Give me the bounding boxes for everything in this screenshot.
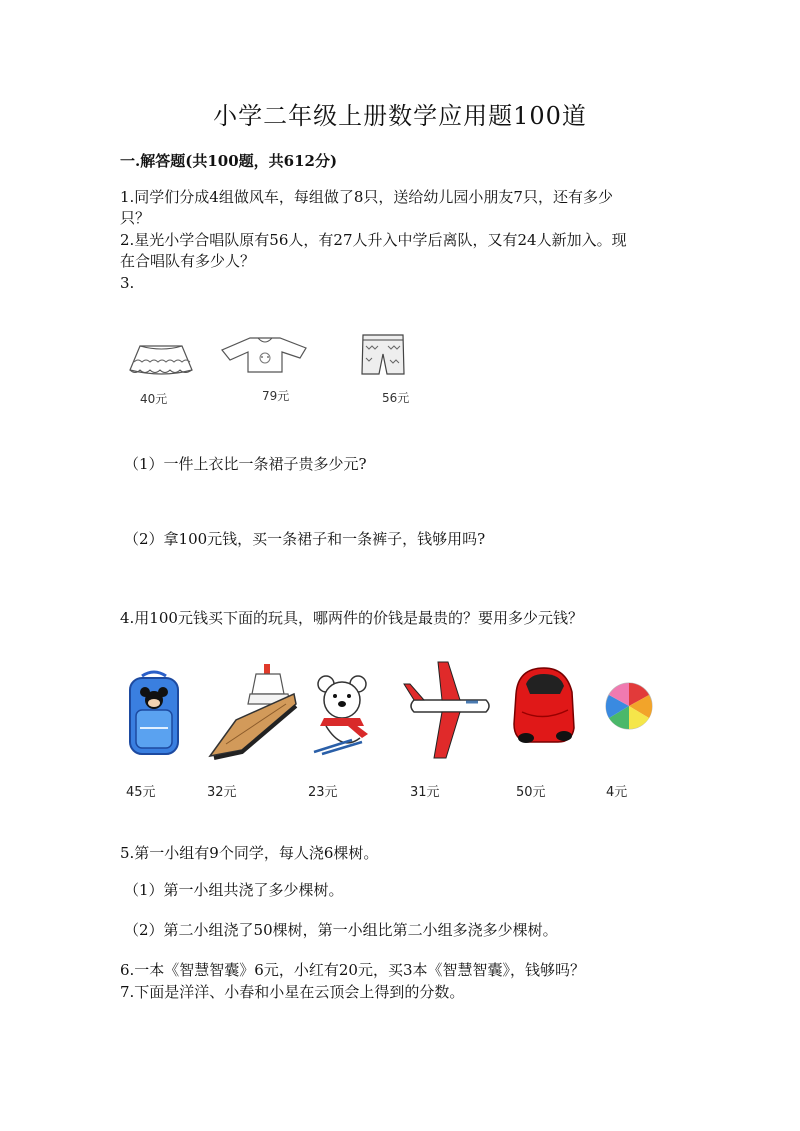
skirt-icon [126, 336, 198, 380]
bear-icon [312, 672, 374, 756]
question-2-line-2: 在合唱队有多少人？ [120, 252, 256, 270]
shirt-icon [220, 334, 310, 374]
question-2-line-1: 2.星光小学合唱队原有56人，有27人升入中学后离队，又有24人新加入。现 [120, 231, 627, 249]
car-icon [508, 664, 578, 746]
page-title: 小学二年级上册数学应用题100道 [213, 102, 587, 130]
section-heading: 一.解答题(共100题，共612分) [120, 152, 338, 170]
car-price: 50元 [516, 785, 546, 800]
question-1-line-2: 只？ [120, 209, 151, 227]
backpack-icon [124, 670, 184, 758]
ship-price: 32元 [207, 785, 237, 800]
question-5-text: 5.第一小组有9个同学，每人浇6棵树。 [120, 844, 379, 862]
shorts-price: 56元 [382, 391, 410, 405]
skirt-price: 40元 [140, 392, 168, 406]
shorts-icon [360, 332, 406, 378]
airplane-icon [402, 660, 492, 760]
airplane-price: 31元 [410, 785, 440, 800]
ball-icon [604, 678, 654, 734]
question-5-sub-2: （2）第二小组浇了50棵树，第一小组比第二小组多浇多少棵树。 [124, 921, 558, 939]
question-4-text: 4.用100元钱买下面的玩具，哪两件的价钱是最贵的？要用多少元钱？ [120, 609, 583, 627]
backpack-price: 45元 [126, 785, 156, 800]
question-7-text: 7.下面是洋洋、小春和小星在云顶会上得到的分数。 [120, 983, 465, 1001]
shirt-price: 79元 [262, 389, 290, 403]
question-6-text: 6.一本《智慧智囊》6元，小红有20元，买3本《智慧智囊》，钱够吗？ [120, 961, 585, 979]
question-3-sub-1: （1）一件上衣比一条裙子贵多少元? [124, 455, 367, 473]
question-1-line-1: 1.同学们分成4组做风车，每组做了8只，送给幼儿园小朋友7只，还有多少 [120, 188, 613, 206]
bear-price: 23元 [308, 785, 338, 800]
question-3-sub-2: （2）拿100元钱，买一条裙子和一条裤子，钱够用吗? [124, 530, 486, 548]
question-3-number: 3. [120, 274, 135, 292]
ball-price: 4元 [606, 785, 628, 800]
question-5-sub-1: （1）第一小组共浇了多少棵树。 [124, 881, 344, 899]
ship-icon [206, 660, 298, 762]
